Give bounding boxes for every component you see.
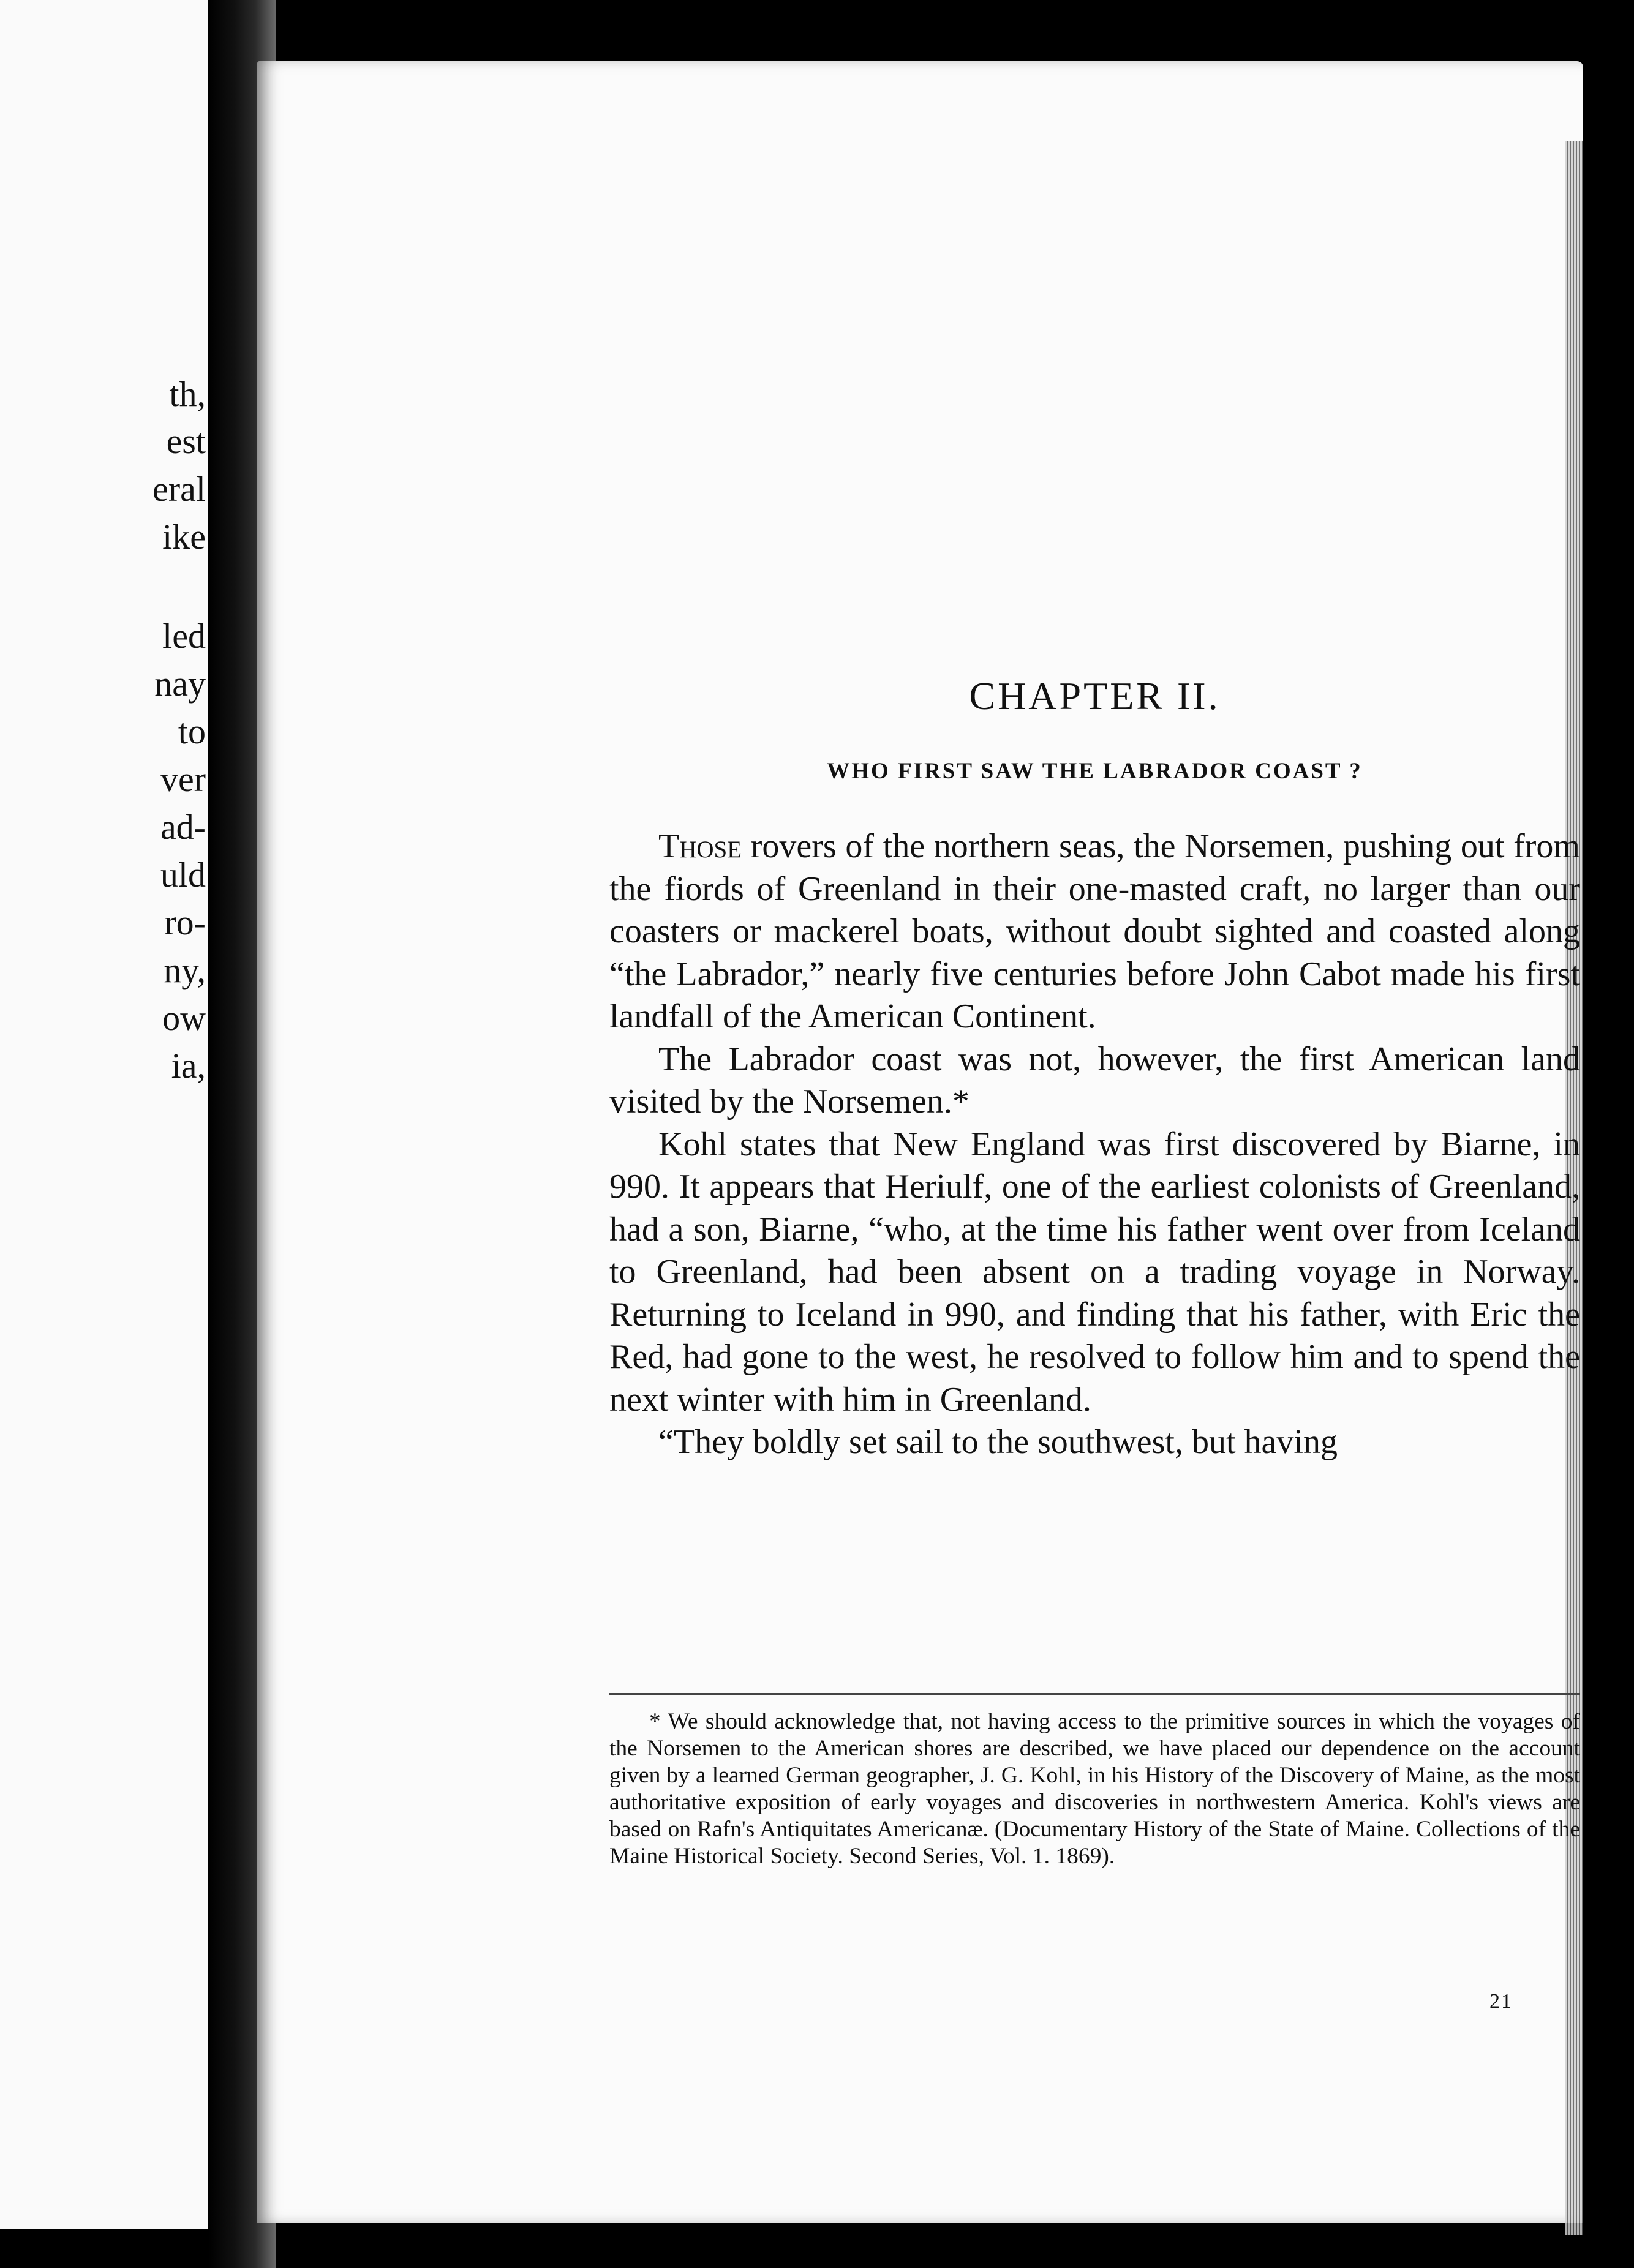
paragraph-text: “They boldly set sail to the southwest, but having <box>658 1423 1338 1461</box>
left-fragment: ia, <box>171 1046 206 1086</box>
footnote: * We should acknowledge that, not having access to the primitive sources in which the voyages of the Norsemen to the American shores are described, we have placed our dependence on the account given by a learned German geographer, J. G. Kohl, in his History of the Discovery of Maine, as the most authoritative exposition of early voyages and discoveries in northwestern America. Kohl's views are based on Rafn's Antiquitates Americanæ. (Documentary History of the State of Maine. Collections of the Maine Historical Society. Second Series, Vol. 1. 1869). <box>609 1709 1580 1869</box>
page-number: 21 <box>1489 1990 1513 2013</box>
left-fragment: ny, <box>164 950 206 990</box>
body-text <box>609 825 1580 1464</box>
paragraph <box>609 1038 1580 1124</box>
left-fragment: eral <box>152 469 206 509</box>
left-fragment: to <box>178 712 206 751</box>
chapter-title: CHAPTER II. <box>969 674 1221 718</box>
left-facing-page <box>0 0 208 2229</box>
paragraph-text: rovers of the northern seas, the Norsemen, pushing out from the fiords of Greenland in their one-masted craft, no larger than our coasters or mackerel boats, without doubt sighted and coasted along “the Labrador,” nearly five centuries before John Cabot made his first landfall of the American Continent. <box>609 827 1580 1035</box>
paragraph-text: The Labrador coast was not, however, the first American land visited by the Norsemen.* <box>609 1040 1580 1121</box>
paragraph <box>609 825 1580 1038</box>
left-fragment: ver <box>160 759 206 799</box>
left-fragment: est <box>166 421 206 461</box>
left-fragment: led <box>162 616 206 656</box>
left-fragment: ro- <box>164 903 206 942</box>
left-fragment: ad- <box>160 807 206 847</box>
paragraph-lead: Those <box>658 827 742 865</box>
paragraph-text: Kohl states that New England was first discovered by Biarne, in 990. It appears that Heriulf, one of the earliest colonists of Greenland, had a son, Biarne, “who, at the time his father went over from Iceland to Greenland, had been absent on a trading voyage in Norway. Returning to Iceland in 990, and finding that his father, with Eric the Red, had gone to the west, he resolved to follow him and to spend the next winter with him in Greenland. <box>609 1125 1580 1419</box>
paragraph <box>609 1124 1580 1422</box>
left-fragment: ike <box>162 517 206 557</box>
book-page <box>257 61 1583 2223</box>
left-fragment: nay <box>154 664 206 704</box>
left-fragment: uld <box>160 855 206 895</box>
chapter-subtitle: WHO FIRST SAW THE LABRADOR COAST ? <box>827 759 1363 784</box>
paragraph <box>609 1421 1580 1464</box>
left-fragment: ow <box>162 998 206 1038</box>
footnote-divider <box>609 1693 1580 1695</box>
left-fragment: th, <box>169 374 206 414</box>
